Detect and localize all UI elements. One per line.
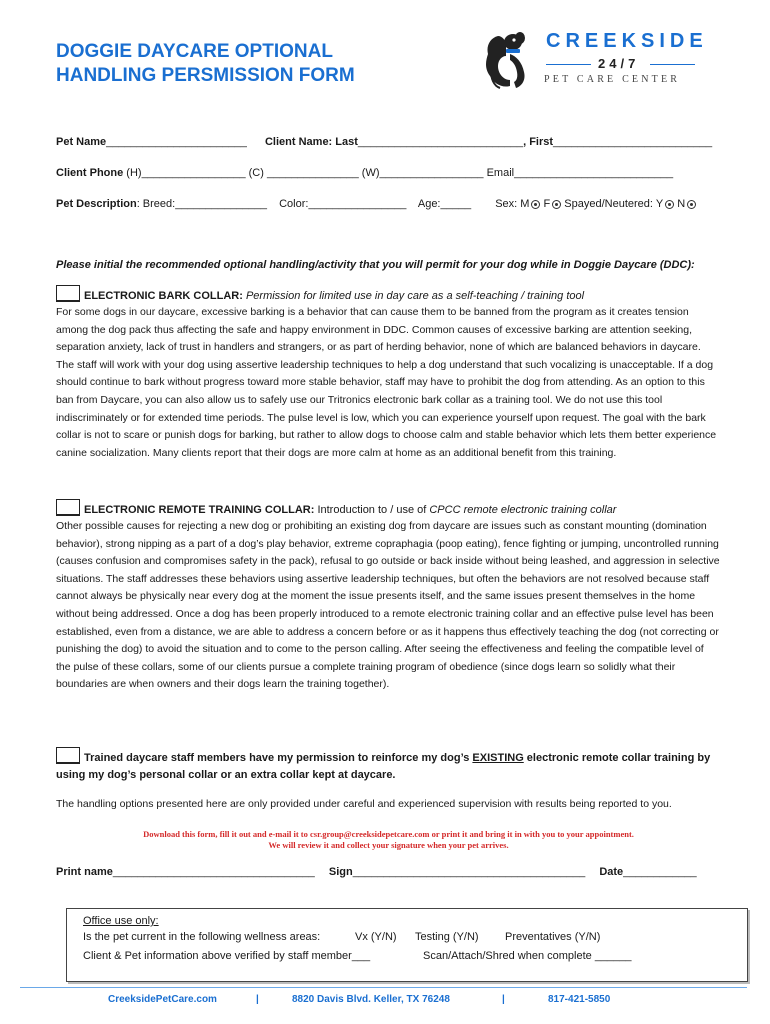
existing-collar-text-a: Trained daycare staff members have my permission to reinforce my dog’s — [84, 752, 473, 764]
spayed-n-radio[interactable] — [687, 200, 696, 209]
pet-name-label: Pet Name — [56, 136, 107, 148]
supervision-note: The handling options presented here are only provided under careful and experienced supervision with results being reported to you. — [56, 798, 672, 810]
form-title — [56, 40, 456, 88]
phone-h-field[interactable]: _________________ — [141, 167, 246, 179]
breed-field[interactable]: _______________ — [175, 198, 267, 210]
remote-collar-heading: ELECTRONIC REMOTE TRAINING COLLAR: — [84, 504, 315, 516]
footer-separator-1: | — [256, 994, 259, 1005]
pet-description-row — [56, 198, 696, 210]
bark-collar-heading-row — [56, 285, 584, 302]
pet-description-label: Pet Description — [56, 198, 137, 210]
phone-h-label: (H) — [123, 167, 142, 179]
existing-collar-permission — [56, 747, 721, 784]
phone-email-row — [56, 167, 673, 179]
brand-subtitle: PET CARE CENTER — [544, 74, 681, 85]
print-name-label: Print name — [56, 866, 113, 878]
footer-separator-2: | — [502, 994, 505, 1005]
office-use-box — [66, 908, 748, 982]
color-field[interactable]: ________________ — [308, 198, 407, 210]
brand-name: CREEKSIDE — [546, 30, 708, 52]
breed-label: : Breed: — [136, 198, 176, 210]
brand-divider-left — [546, 64, 591, 65]
bark-collar-subheading: Permission for limited use in day care as a self-teaching / training tool — [242, 290, 585, 302]
client-first-field[interactable]: __________________________ — [553, 136, 713, 148]
footer-website[interactable]: CreeksidePetCare.com — [108, 994, 217, 1005]
download-line-2: We will review it and collect your signature when your pet arrives. — [268, 840, 509, 850]
sign-field[interactable]: ______________________________________ — [352, 866, 586, 878]
title-line-2: HANDLING PERSMISSION FORM — [56, 65, 355, 86]
bark-collar-initial-box[interactable] — [56, 285, 80, 302]
phone-c-field[interactable]: _______________ — [266, 167, 359, 179]
pet-name-field[interactable]: _______________________ — [106, 136, 247, 148]
download-line-1: Download this form, fill it out and e-mail it to csr.group@creeksidepetcare.com or print it and bring it in with you to your appointment. — [143, 829, 634, 839]
email-field[interactable]: __________________________ — [514, 167, 674, 179]
date-label: Date — [599, 866, 624, 878]
preventatives-field[interactable]: Preventatives (Y/N) — [505, 931, 601, 943]
pet-client-name-row — [56, 136, 712, 148]
client-last-label: Client Name: Last — [264, 136, 358, 148]
sex-f-radio[interactable] — [552, 200, 561, 209]
sex-f-label: F — [540, 198, 551, 210]
phone-w-label: (W) — [358, 167, 380, 179]
existing-collar-text-b: electronic remote collar training by using my dog’s personal collar or an extra collar kept at daycare. — [56, 752, 711, 781]
footer-address: 8820 Davis Blvd. Keller, TX 76248 — [292, 994, 450, 1005]
existing-collar-initial-box[interactable] — [56, 747, 80, 764]
age-label: Age: — [417, 198, 441, 210]
remote-collar-body: Other possible causes for rejecting a new dog or prohibiting an existing dog from daycare are issues such as constant mounting (domination behavior), strong nipping as a part of a dog’s play behavior, extreme copraphagia (poop eating), fence fighting or jumping, uncontrolled running (causes confusion and compromises safety in the pack), refusal to go outside or back inside without being leashed, and aggression in selective situations. The staff addresses these behaviors using assertive leadership techniques, but often the behaviors are not resolved because staff cannot always be physically near every dog at the moment the issue presents itself, and the same issues present themselves in the home without being addressed. Once a dog has been properly introduced to a remote electronic training collar and an effective pulse level has been established, even from a distance, we are able to address a concern before or as it happens thus effectively teaching the dog (not correcting or punishing the dog) to avoid the situation and to come to the person calling. After seeing the effectiveness and feeling the compatible level of the pulse of these collars, some of our clients pursue a complete training program of obedience (since dogs learn so solidly what their boundaries are when owners and their dogs learn the training together). — [56, 520, 720, 691]
office-use-title: Office use only: — [83, 915, 159, 927]
sign-label: Sign — [328, 866, 353, 878]
remote-collar-subheading-b: CPCC remote electronic training collar — [429, 504, 617, 516]
wellness-question: Is the pet current in the following wellness areas: — [83, 931, 321, 943]
scan-attach-field[interactable]: Scan/Attach/Shred when complete ______ — [423, 950, 632, 962]
brand-divider-right — [650, 64, 695, 65]
bark-collar-heading: ELECTRONIC BARK COLLAR: — [84, 290, 243, 302]
vx-field[interactable]: Vx (Y/N) — [355, 931, 397, 943]
brand-247: 24/7 — [598, 56, 640, 71]
spayed-label: Spayed/Neutered: Y — [561, 198, 664, 210]
title-line-1: DOGGIE DAYCARE OPTIONAL — [56, 41, 333, 62]
sex-label: Sex: M — [495, 198, 530, 210]
footer-phone: 817-421-5850 — [548, 994, 611, 1005]
brand-logo — [480, 26, 710, 96]
client-phone-label: Client Phone — [56, 167, 124, 179]
testing-field[interactable]: Testing (Y/N) — [415, 931, 479, 943]
footer-divider — [20, 987, 747, 988]
dog-cat-logo-icon — [480, 26, 540, 92]
bark-collar-body: For some dogs in our daycare, excessive barking is a behavior that can cause them to be banned from the program as it creates tension among the dog pack thus affecting the safe and happy environment in DDC. Common causes of excessive barking are attention seeking, separation anxiety, lack of trust in handlers and strangers, or as part of herding behavior, none of which are balanced behaviors in daycare. The staff will work with your dog using assertive leadership techniques to help a dog understand that such vocalizing is unacceptable. If a dog should continue to bark without progress toward more stable behavior, staff may have to prohibit the dog from attending. As an option to this ban from Daycare, you can also allow us to safely use our Tritronics electronic bark collar as a training tool. We do not use this tool indiscriminately or for extended time periods. The pulse level is low, which you can experience yourself upon request. The goal with the bark collar is not to scare or punish dogs for barking, but rather to allow dogs to choose calm and stable behavior which lets them better experience canine socialization. Many clients report that their dogs are more calm at home as an additional benefit from this training. — [56, 306, 717, 459]
date-field[interactable]: ____________ — [623, 866, 697, 878]
client-last-field[interactable]: ___________________________ — [357, 136, 524, 148]
age-field[interactable]: _____ — [440, 198, 472, 210]
remote-collar-subheading-a: Introduction to / use of — [314, 504, 430, 516]
download-instructions — [56, 829, 721, 851]
remote-collar-initial-box[interactable] — [56, 499, 80, 516]
print-name-field[interactable]: _________________________________ — [112, 866, 315, 878]
existing-collar-text-u: EXISTING — [472, 752, 524, 764]
email-label: Email — [483, 167, 515, 179]
color-label: Color: — [279, 198, 309, 210]
phone-c-label: (C) — [245, 167, 267, 179]
instruction-text: Please initial the recommended optional handling/activity that you will permit for your dog while in Doggie Daycare (DDC): — [56, 259, 695, 271]
verified-by-field[interactable]: Client & Pet information above verified by staff member___ — [83, 950, 371, 962]
client-first-label: , First — [523, 136, 554, 148]
phone-w-field[interactable]: _________________ — [379, 167, 484, 179]
remote-collar-heading-row — [56, 499, 616, 516]
spayed-n-label: N — [674, 198, 686, 210]
spayed-y-radio[interactable] — [665, 200, 674, 209]
signature-row — [56, 866, 697, 878]
